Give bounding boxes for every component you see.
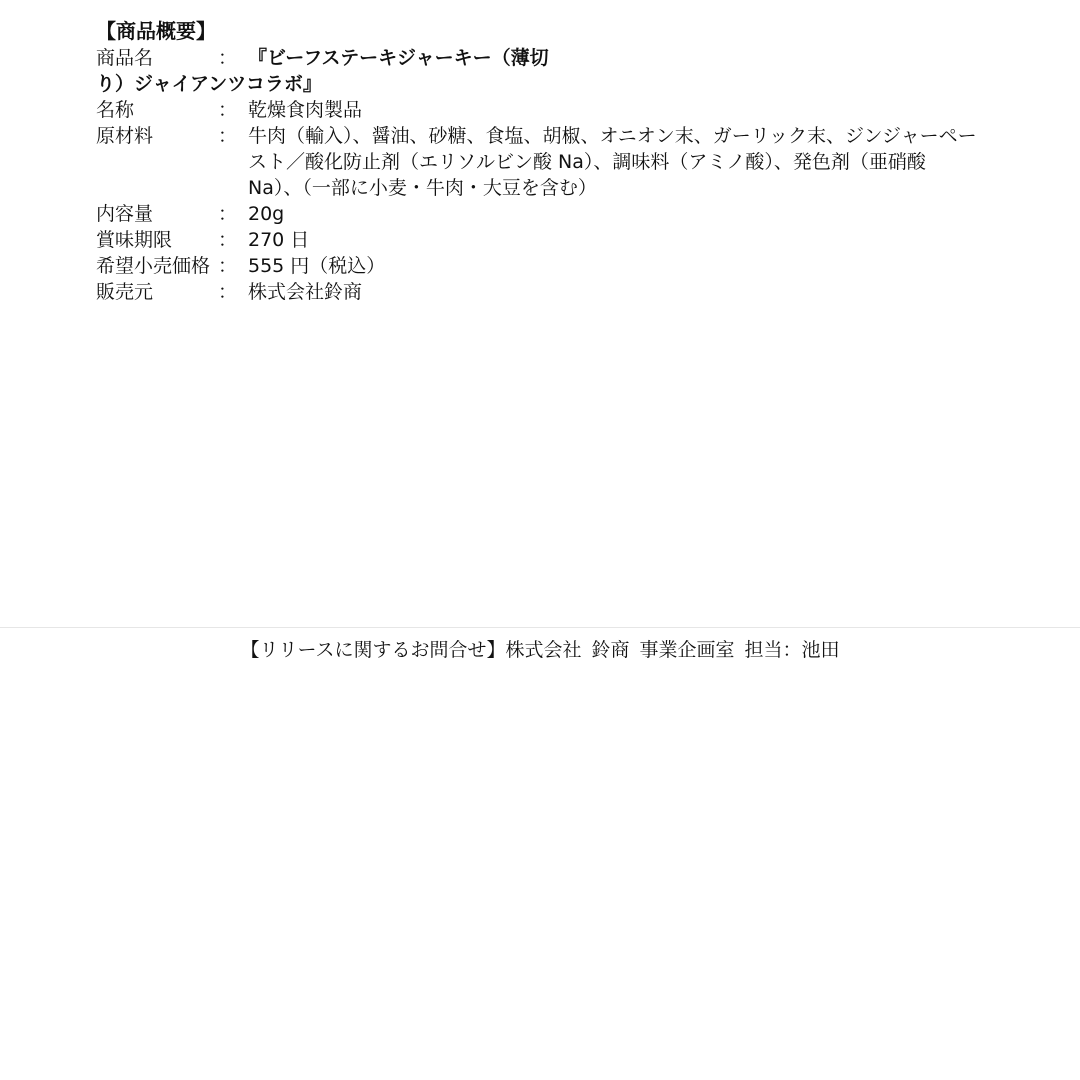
name-colon: ： [218, 99, 238, 121]
price-value: 555 円（税込） [248, 255, 386, 277]
row-ingredients [96, 123, 996, 201]
best-before-label: 賞味期限 [96, 229, 173, 251]
contact-department: 事業企画室 [639, 639, 735, 661]
price-label: 希望小売価格 [96, 255, 211, 277]
row-seller [96, 279, 996, 305]
row-name [96, 97, 996, 123]
seller-value: 株式会社鈴商 [248, 281, 363, 303]
product-name-line1: 『ビーフステーキジャーキー（薄切 [248, 47, 549, 69]
row-price [96, 253, 996, 279]
product-summary [96, 17, 996, 305]
name-value: 乾燥食肉製品 [248, 99, 363, 121]
contact-label: 【リリースに関するお問合せ】 [240, 639, 506, 661]
product-name-label: 商品名 [96, 47, 154, 69]
product-name-colon: ： [218, 47, 238, 69]
contents-label: 内容量 [96, 203, 154, 225]
price-colon: ： [218, 255, 238, 277]
row-product-name [96, 45, 996, 97]
contact-person: 担当：池田 [744, 639, 840, 661]
contents-colon: ： [218, 203, 238, 225]
contact-company-name: 鈴商 [591, 639, 630, 661]
seller-colon: ： [218, 281, 238, 303]
name-label: 名称 [96, 99, 135, 121]
product-name-line2: り）ジャイアンツコラボ』 [96, 73, 322, 95]
ingredients-colon: ： [218, 125, 238, 147]
best-before-value: 270 日 [248, 229, 310, 251]
row-contents [96, 201, 996, 227]
summary-heading: 【商品概要】 [96, 19, 216, 43]
ingredients-label: 原材料 [96, 125, 154, 147]
seller-label: 販売元 [96, 281, 154, 303]
contact-company: 株式会社 [505, 639, 582, 661]
row-best-before [96, 227, 996, 253]
best-before-colon: ： [218, 229, 238, 251]
contents-value: 20g [248, 203, 285, 225]
footer-divider [0, 627, 1080, 628]
contact-line [0, 636, 1080, 664]
ingredients-value: 牛肉（輸入）、醤油、砂糖、食塩、胡椒、オニオン末、ガーリック末、ジンジャーペースト／酸化防止剤（エリソルビン酸 Na）、調味料（アミノ酸）、発色剤（亜硝酸 Na）、（一部に小麦・牛肉・大豆を含む） [248, 125, 977, 199]
